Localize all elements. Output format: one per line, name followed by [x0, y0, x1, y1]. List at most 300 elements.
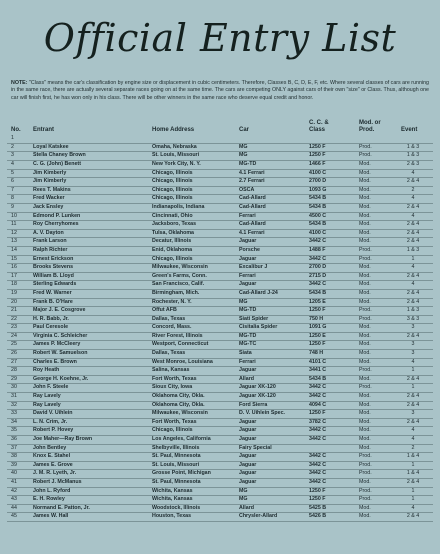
cc-class: 5434 B: [309, 289, 327, 296]
entry-number: 17: [11, 272, 17, 279]
home-address: Oklahoma City, Okla.: [152, 401, 205, 408]
entry-number: 11: [11, 221, 17, 228]
entry-number: 8: [11, 195, 14, 202]
table-row: [7, 359, 433, 368]
header-cc-line1: C. C. &: [309, 120, 329, 127]
cc-class: 1466 F: [309, 161, 326, 167]
entry-number: 20: [11, 298, 17, 305]
cc-class: 3442 C: [309, 281, 327, 288]
car-model: MG: [239, 496, 248, 503]
mod-or-prod: Prod.: [359, 143, 372, 150]
entrant-name: Paul Ceresole: [33, 324, 69, 331]
entrant-name: Frank B. O'Hare: [33, 298, 73, 305]
home-address: Green's Farms, Conn.: [152, 272, 207, 279]
entry-number: 3: [11, 152, 14, 159]
mod-or-prod: Prod.: [359, 152, 372, 159]
table-row: [7, 419, 433, 428]
entrant-name: Robert W. Samuelson: [33, 350, 88, 357]
event-numbers: 4: [411, 212, 415, 219]
cc-class: 3442 C: [309, 427, 327, 434]
mod-or-prod: Prod.: [359, 367, 372, 374]
entrant-name: Jack Ensley: [33, 203, 64, 210]
event-numbers: 2 & 4: [406, 229, 420, 236]
entrant-name: David V. Uihlein: [33, 410, 73, 417]
mod-or-prod: Mod.: [359, 410, 371, 417]
table-row: [7, 221, 433, 230]
header-car: Car: [239, 126, 250, 133]
car-model: Ferrari: [239, 272, 256, 279]
table-row: [7, 161, 433, 170]
home-address: Wichita, Kansas: [152, 487, 193, 494]
mod-or-prod: Prod.: [359, 315, 372, 322]
car-model: MG-TC: [239, 341, 257, 348]
table-row: [7, 170, 433, 179]
cc-class: 4101 C: [309, 358, 327, 365]
header-mod-line2: Prod.: [359, 126, 375, 133]
car-model: Jaguar: [239, 453, 257, 460]
entry-number: 15: [11, 255, 17, 262]
event-numbers: 2 & 4: [406, 375, 420, 382]
cc-class: 1091 G: [309, 324, 327, 331]
home-address: Fort Worth, Texas: [152, 375, 197, 382]
mod-or-prod: Mod.: [359, 178, 371, 185]
mod-or-prod: Mod.: [359, 504, 371, 511]
car-model: Jaguar XK-120: [239, 384, 276, 391]
mod-or-prod: Prod.: [359, 255, 372, 262]
table-row: [7, 462, 433, 471]
entrant-name: John F. Steele: [33, 384, 69, 391]
header-event: Event: [401, 126, 418, 133]
cc-class: 2700 D: [309, 264, 327, 271]
car-model: MG-TD: [239, 161, 257, 167]
event-numbers: 1 & 3: [406, 307, 420, 314]
car-model: Allard: [239, 504, 255, 511]
cc-class: 3442 C: [309, 255, 327, 262]
entry-number: 14: [11, 246, 17, 253]
table-header: [7, 115, 433, 135]
cc-class: 5434 B: [309, 203, 327, 210]
cc-class: 5426 B: [309, 513, 327, 520]
car-model: Cisitalia Spider: [239, 324, 278, 331]
mod-or-prod: Mod.: [359, 332, 371, 339]
event-numbers: 3 & 3: [406, 315, 420, 322]
home-address: Westport, Connecticut: [152, 341, 209, 348]
car-model: Cad-Allard: [239, 195, 266, 202]
table-row: [7, 299, 433, 308]
entry-number: 35: [11, 427, 17, 434]
car-model: Jaguar: [239, 238, 257, 245]
home-address: San Francisco, Calif.: [152, 281, 205, 288]
event-numbers: 4: [411, 427, 415, 434]
table-row: [7, 273, 433, 282]
car-model: MG: [239, 487, 248, 494]
table-row: [7, 281, 433, 290]
entrant-name: A. V. Dayton: [33, 229, 64, 236]
entry-number: 16: [11, 264, 17, 271]
home-address: Cincinnati, Ohio: [152, 212, 193, 219]
mod-or-prod: Mod.: [359, 212, 371, 219]
cc-class: 3441 C: [309, 367, 327, 374]
entrant-name: Roy Cherryhomes: [33, 221, 79, 228]
home-address: Birmingham, Mich.: [152, 289, 200, 296]
entrant-name: Fred Wacker: [33, 195, 65, 202]
entry-number: 43: [11, 496, 17, 503]
home-address: Tulsa, Oklahoma: [152, 229, 194, 236]
entrant-name: Jim Kimberly: [33, 178, 67, 185]
home-address: Sioux City, Iowa: [152, 384, 193, 391]
home-address: New York City, N. Y.: [152, 161, 201, 167]
event-numbers: 2 & 4: [406, 298, 420, 305]
entry-number: 23: [11, 324, 17, 331]
entry-number: 7: [11, 186, 14, 193]
mod-or-prod: Mod.: [359, 195, 371, 202]
table-row: [7, 135, 433, 144]
event-numbers: 4: [411, 169, 415, 176]
event-numbers: 1: [411, 384, 415, 391]
home-address: Jacksboro, Texas: [152, 221, 197, 228]
home-address: Woodstock, Illinois: [152, 504, 201, 511]
cc-class: 3442 C: [309, 453, 327, 460]
entrant-name: Loyal Katskee: [33, 143, 69, 150]
event-numbers: 4: [411, 264, 415, 271]
car-model: Cad-Allard: [239, 203, 266, 210]
entrant-name: Ray Lavely: [33, 393, 61, 400]
mod-or-prod: Prod.: [359, 246, 372, 253]
car-model: Jaguar: [239, 478, 257, 485]
mod-or-prod: Prod.: [359, 384, 372, 391]
event-numbers: 2 & 4: [406, 289, 420, 296]
car-model: Fairy Special: [239, 444, 272, 451]
mod-or-prod: Mod.: [359, 436, 371, 442]
entry-number: 39: [11, 461, 17, 468]
table-row: [7, 264, 433, 273]
cc-class: 2700 D: [309, 178, 327, 185]
entrant-name: James P. McCleery: [33, 341, 81, 348]
event-numbers: 2 & 4: [406, 513, 420, 520]
table-row: [7, 410, 433, 419]
car-model: Siata: [239, 350, 252, 357]
note-lead: NOTE:: [11, 80, 28, 86]
cc-class: 1250 F: [309, 341, 326, 348]
entry-number: 29: [11, 375, 17, 382]
home-address: Milwaukee, Wisconsin: [152, 264, 208, 271]
car-model: MG-TD: [239, 307, 257, 314]
event-numbers: 2 & 4: [406, 203, 420, 210]
entry-number: 26: [11, 350, 17, 357]
entry-number: 25: [11, 341, 17, 348]
entry-number: 40: [11, 470, 17, 477]
entrant-name: Brooks Stevens: [33, 264, 74, 271]
home-address: Salina, Kansas: [152, 367, 190, 374]
event-numbers: 3: [411, 324, 415, 331]
car-model: Ferrari: [239, 358, 256, 365]
car-model: MG: [239, 152, 248, 159]
car-model: Ferrari: [239, 212, 256, 219]
table-row: [7, 376, 433, 385]
car-model: D. V. Uihlein Spec.: [239, 410, 286, 417]
table-row: [7, 470, 433, 479]
entry-number: 37: [11, 444, 17, 451]
car-model: MG-TD: [239, 332, 257, 339]
event-numbers: 1: [411, 496, 415, 503]
table-row: [7, 230, 433, 239]
header-cc-class: [309, 120, 329, 133]
header-no: No.: [11, 126, 21, 133]
table-row: [7, 513, 433, 522]
home-address: Dallas, Texas: [152, 315, 186, 322]
event-numbers: 2 & 4: [406, 401, 420, 408]
cc-class: 3442 C: [309, 478, 327, 485]
car-model: Jaguar: [239, 470, 257, 477]
cc-class: 1250 F: [309, 496, 326, 503]
cc-class: 1250 F: [309, 152, 326, 159]
table-row: [7, 341, 433, 350]
event-numbers: 1 & 3: [406, 152, 420, 159]
entry-number: 6: [11, 178, 14, 185]
cc-class: 5434 B: [309, 375, 327, 382]
mod-or-prod: Prod.: [359, 307, 372, 314]
entrant-name: E. H. Rowley: [33, 496, 65, 503]
cc-class: 1250 F: [309, 487, 326, 494]
car-model: Excalibur J: [239, 264, 268, 271]
table-row: [7, 402, 433, 411]
entry-number: 42: [11, 487, 17, 494]
mod-or-prod: Prod.: [359, 496, 372, 503]
mod-or-prod: Mod.: [359, 324, 371, 331]
cc-class: 1093 G: [309, 186, 327, 193]
home-address: Shelbyville, Illinois: [152, 444, 200, 451]
home-address: Decatur, Illinois: [152, 238, 192, 245]
home-address: Grosse Point, Michigan: [152, 470, 211, 477]
page-title: Official Entry List: [43, 16, 397, 60]
mod-or-prod: Mod.: [359, 238, 371, 245]
car-model: Ford Sierra: [239, 401, 268, 408]
cc-class: 5425 B: [309, 504, 327, 511]
entry-number: 21: [11, 307, 17, 314]
entrant-name: George H. Koehne, Jr.: [33, 375, 89, 382]
table-row: [7, 307, 433, 316]
entry-number: 22: [11, 315, 17, 322]
cc-class: 3442 C: [309, 238, 327, 245]
mod-or-prod: Mod.: [359, 358, 371, 365]
event-numbers: 2 & 4: [406, 332, 420, 339]
entrant-name: Knox E. Stahel: [33, 453, 71, 460]
home-address: St. Louis, Missouri: [152, 152, 200, 159]
mod-or-prod: Mod.: [359, 513, 371, 520]
entry-number: 28: [11, 367, 17, 374]
car-model: Jaguar: [239, 427, 257, 434]
entrant-name: Jim Kimberly: [33, 169, 67, 176]
mod-or-prod: Mod.: [359, 427, 371, 434]
table-row: [7, 213, 433, 222]
home-address: Los Angeles, California: [152, 436, 211, 442]
cc-class: 3442 C: [309, 384, 327, 391]
cc-class: 3442 C: [309, 436, 327, 442]
header-mod-prod: [359, 120, 381, 133]
entrant-name: John L. Ryford: [33, 487, 71, 494]
table-row: [7, 324, 433, 333]
entrant-name: Charles E. Brown: [33, 358, 77, 365]
event-numbers: 2: [411, 186, 415, 193]
mod-or-prod: Mod.: [359, 375, 371, 382]
table-row: [7, 333, 433, 342]
table-row: [7, 204, 433, 213]
event-numbers: 2 & 4: [406, 221, 420, 228]
entrant-name: James E. Grove: [33, 461, 73, 468]
entrant-name: Rees T. Makins: [33, 186, 71, 193]
entry-number: 5: [11, 169, 14, 176]
entry-number: 38: [11, 453, 17, 460]
mod-or-prod: Prod.: [359, 453, 372, 460]
event-numbers: 1 & 4: [406, 453, 420, 460]
entry-number: 12: [11, 229, 17, 236]
event-numbers: 1 & 3: [406, 143, 420, 150]
mod-or-prod: Mod.: [359, 298, 371, 305]
table-row: [7, 505, 433, 514]
table-row: [7, 187, 433, 196]
event-numbers: 2 & 3: [406, 161, 420, 167]
car-model: Porsche: [239, 246, 260, 253]
entrant-name: L. N. Crim, Jr.: [33, 418, 68, 425]
cc-class: 750 H: [309, 315, 324, 322]
event-numbers: 2 & 4: [406, 393, 420, 400]
entry-number: 24: [11, 332, 17, 339]
car-model: Jaguar: [239, 461, 257, 468]
mod-or-prod: Mod.: [359, 203, 371, 210]
event-numbers: 4: [411, 504, 415, 511]
table-row: [7, 393, 433, 402]
car-model: Cad-Allard J-24: [239, 289, 278, 296]
table-row: [7, 144, 433, 153]
entrant-name: John Bentley: [33, 444, 67, 451]
cc-class: 3782 C: [309, 418, 327, 425]
entrant-name: Edmond P. Lunken: [33, 212, 81, 219]
entry-number: 19: [11, 289, 17, 296]
mod-or-prod: Mod.: [359, 229, 371, 236]
event-numbers: 4: [411, 195, 415, 202]
car-model: 4.1 Ferrari: [239, 169, 265, 176]
home-address: St. Paul, Minnesota: [152, 453, 201, 460]
entry-list-page: [0, 16, 440, 554]
table-row: [7, 453, 433, 462]
entry-number: 31: [11, 393, 17, 400]
home-address: Offut AFB: [152, 307, 177, 314]
cc-class: 3442 C: [309, 470, 327, 477]
car-model: Jaguar: [239, 367, 257, 374]
home-address: West Monroe, Louisiana: [152, 358, 213, 365]
event-numbers: 4: [411, 358, 415, 365]
mod-or-prod: Mod.: [359, 272, 371, 279]
entry-number: 36: [11, 436, 17, 442]
entrant-name: Robert J. McManus: [33, 478, 82, 485]
entry-number: 10: [11, 212, 17, 219]
home-address: Rochester, N. Y.: [152, 298, 192, 305]
table-row: [7, 488, 433, 497]
event-numbers: 1: [411, 255, 415, 262]
cc-class: 5434 B: [309, 195, 327, 202]
car-model: OSCA: [239, 186, 255, 193]
cc-class: 4500 C: [309, 212, 327, 219]
cc-class: 4094 C: [309, 401, 327, 408]
car-model: Cad-Allard: [239, 221, 266, 228]
home-address: Chicago, Illinois: [152, 169, 193, 176]
home-address: River Forest, Illinois: [152, 332, 203, 339]
cc-class: 1250 F: [309, 410, 326, 417]
cc-class: 1250 F: [309, 143, 326, 150]
header-cc-line2: Class: [309, 126, 326, 133]
mod-or-prod: Mod.: [359, 264, 371, 271]
entrant-name: Sterling Edwards: [33, 281, 77, 288]
home-address: Oklahoma City, Okla.: [152, 393, 205, 400]
header-mod-line1: Mod. or: [359, 120, 381, 127]
table-row: [7, 290, 433, 299]
mod-or-prod: Mod.: [359, 221, 371, 228]
entrant-name: C. G. (John) Benett: [33, 161, 81, 167]
car-model: Jaguar: [239, 281, 257, 288]
cc-class: 1250 E: [309, 332, 326, 339]
entry-number: 32: [11, 401, 17, 408]
entrant-name: Fred W. Warner: [33, 289, 72, 296]
entrant-name: J. M. R. Lyeth, Jr.: [33, 470, 77, 477]
event-numbers: 2: [411, 444, 415, 451]
entrant-name: Normand E. Patton, Jr.: [33, 504, 90, 511]
entrant-name: Ernest Erickson: [33, 255, 74, 262]
mod-or-prod: Mod.: [359, 444, 371, 451]
car-model: Jaguar XK-120: [239, 393, 276, 400]
table-row: [7, 178, 433, 187]
home-address: Omaha, Nebraska: [152, 143, 197, 150]
entry-table: [7, 135, 433, 522]
mod-or-prod: Prod.: [359, 461, 372, 468]
table-row: [7, 367, 433, 376]
entry-number: 27: [11, 358, 17, 365]
event-numbers: 1: [411, 487, 415, 494]
entrant-name: Robert P. Hovey: [33, 427, 74, 434]
table-row: [7, 427, 433, 436]
home-address: Wichita, Kansas: [152, 496, 193, 503]
entry-number: 4: [11, 161, 14, 167]
mod-or-prod: Mod.: [359, 393, 371, 400]
entry-number: 34: [11, 418, 17, 425]
event-numbers: 3: [411, 341, 415, 348]
mod-or-prod: Mod.: [359, 289, 371, 296]
cc-class: 4100 C: [309, 169, 327, 176]
cc-class: 748 H: [309, 350, 324, 357]
class-note: [11, 80, 429, 102]
entrant-name: William B. Lloyd: [33, 272, 74, 279]
table-row: [7, 479, 433, 488]
event-numbers: 2 & 4: [406, 238, 420, 245]
car-model: Allard: [239, 375, 255, 382]
car-model: Jaguar: [239, 255, 257, 262]
mod-or-prod: Mod.: [359, 478, 371, 485]
entry-number: 1: [11, 135, 14, 142]
home-address: Chicago, Illinois: [152, 255, 193, 262]
entrant-name: Virginia C. Schleicher: [33, 332, 88, 339]
cc-class: 3442 C: [309, 461, 327, 468]
entry-number: 30: [11, 384, 17, 391]
entry-number: 41: [11, 478, 17, 485]
home-address: Chicago, Illinois: [152, 195, 193, 202]
event-numbers: 2 & 4: [406, 178, 420, 185]
event-numbers: 2 & 4: [406, 418, 420, 425]
mod-or-prod: Mod.: [359, 186, 371, 193]
header-entrant: Entrant: [33, 126, 54, 133]
table-row: [7, 316, 433, 325]
home-address: Chicago, Illinois: [152, 186, 193, 193]
table-row: [7, 152, 433, 161]
entry-number: 45: [11, 513, 17, 520]
